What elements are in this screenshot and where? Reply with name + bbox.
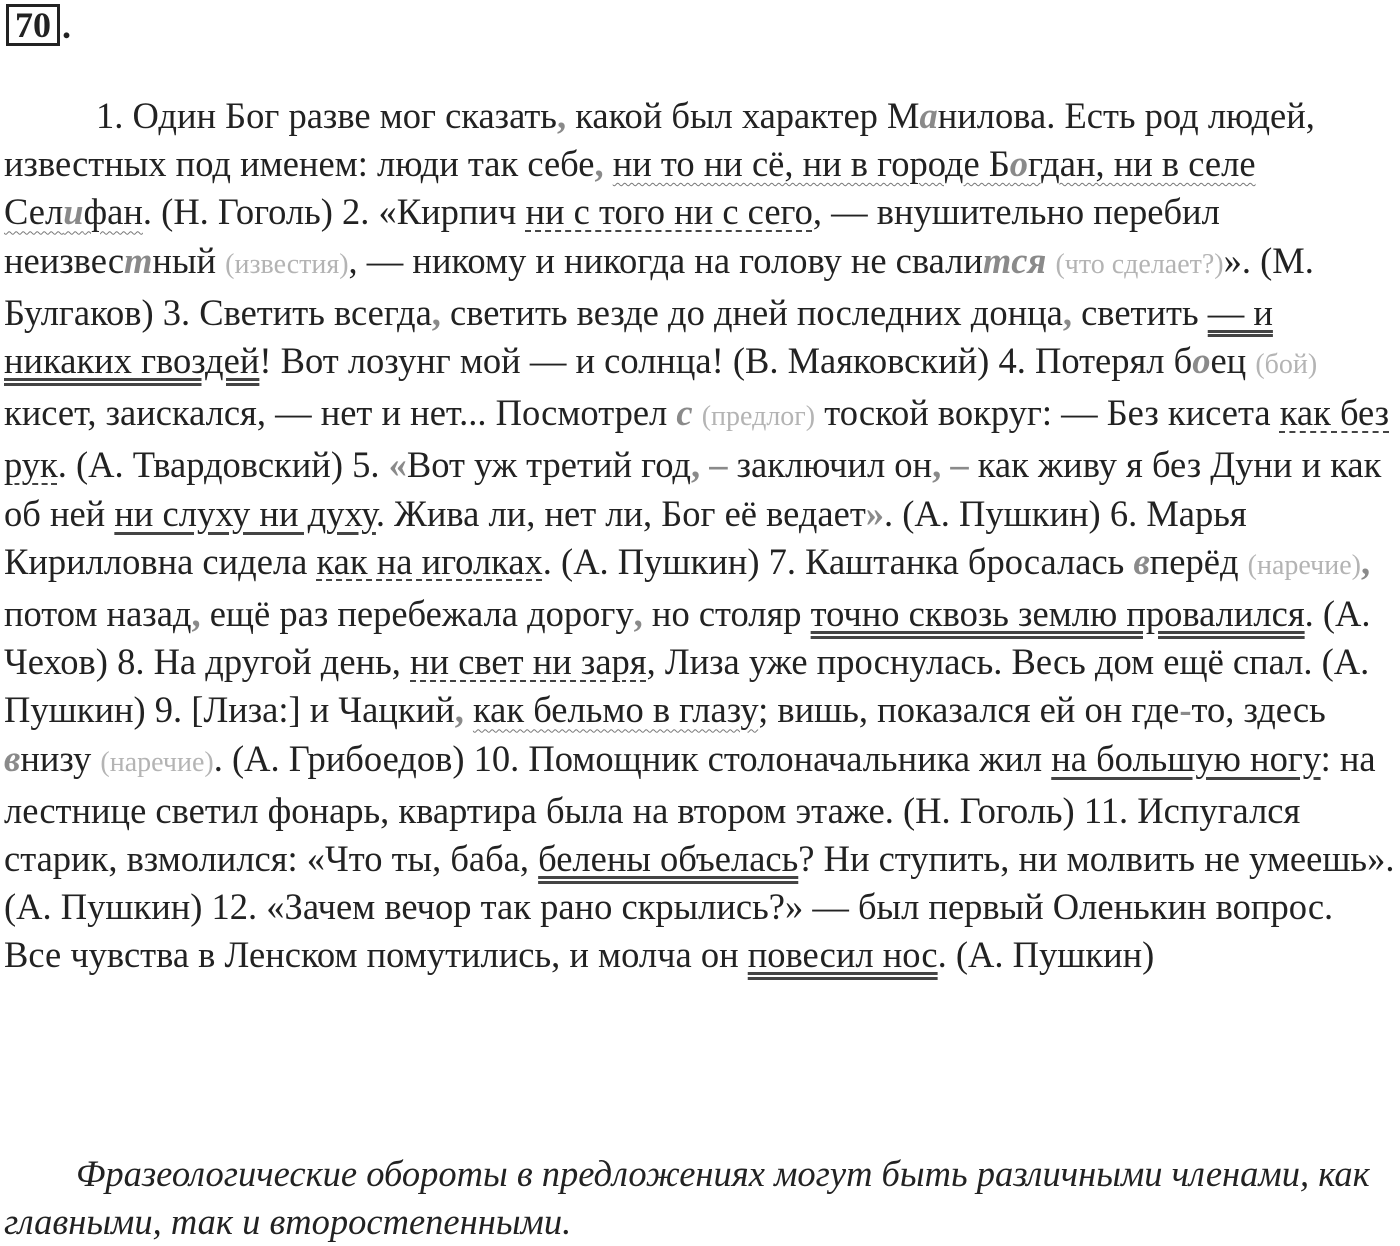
- idiom-adverbial: как без рук: [4, 392, 1390, 486]
- text-fragment: 1. Один Бог разве мог сказать: [96, 95, 557, 136]
- orthogram-letter: в: [4, 737, 21, 779]
- text-fragment: , — никому и никогда на голову не свали: [348, 239, 983, 281]
- orthogram-letter: в: [1133, 540, 1150, 582]
- text-fragment: : на лестнице светил фонарь, квартира была на втором этаже. (Н. Гоголь) 11. Испугался старик, взмолился: «Что ты, баба,: [4, 737, 1376, 880]
- idiom-attribute: ни то ни сё, ни в городе Богдан, ни в селе Селифан: [4, 143, 1256, 233]
- text-fragment: как живу я без Дуни и как об ней: [4, 444, 1382, 534]
- text-fragment: . (А. Пушкин) 6. Марья Кирилловна сидела: [4, 492, 1247, 582]
- punctuation-mark: ,: [633, 593, 643, 635]
- text-fragment: но столяр: [642, 593, 811, 635]
- text-fragment: , Лиза уже проснулась. Весь дом ещё спал. (А. Пушкин) 9. [Лиза:] и Чацкий: [4, 641, 1370, 731]
- exercise-number-dot: .: [62, 6, 71, 46]
- text-fragment: , — внушительно перебил неизвес: [4, 191, 1220, 281]
- idiom-predicate: ни слуху ни духу: [114, 492, 376, 534]
- orthogram-letter: т: [124, 239, 153, 281]
- hint-note: (что сделает?): [1055, 248, 1224, 280]
- text-fragment: то, здесь: [1191, 689, 1326, 731]
- orthogram-letter: и: [63, 191, 84, 233]
- text-fragment: . (А. Пушкин): [937, 934, 1155, 976]
- text-fragment: [464, 689, 473, 730]
- rule-note: [4, 1150, 1396, 1246]
- punctuation-mark: ,: [1062, 291, 1072, 333]
- punctuation-mark: ,: [1360, 540, 1371, 582]
- idiom-adverbial: ни свет ни заря: [410, 641, 647, 683]
- hint-note: (наречие): [1247, 549, 1361, 581]
- idiom-adverbial: как на иголках: [316, 540, 543, 582]
- punctuation-mark: ,: [191, 593, 201, 635]
- hint-note: (предлог): [701, 401, 816, 433]
- text-fragment: [604, 143, 613, 184]
- text-fragment: ? Ни ступить, ни молвить не умеешь». (А. Пушкин) 12. «Зачем вечор так рано скрылись?» — был первый Оленькин вопрос. Все чувства в Ленском помутились, и молча он: [4, 838, 1395, 976]
- hint-note: (бой): [1255, 349, 1318, 381]
- punctuation-mark: ,: [556, 95, 567, 136]
- text-fragment: . (Н. Гоголь) 2. «Кирпич: [142, 191, 526, 233]
- idiom-adverbial: на большую ногу: [1051, 737, 1321, 779]
- text-fragment: . (А. Пушкин) 7. Каштанка бросалась: [542, 540, 1134, 582]
- text-fragment: перёд: [1149, 540, 1248, 582]
- text-fragment: ». (М. Булгаков) 3. Светить всегда: [4, 239, 1314, 333]
- exercise-text: [4, 92, 1396, 980]
- orthogram-letter: тся: [982, 239, 1047, 281]
- hint-note: (наречие): [100, 746, 214, 778]
- idiom-predicate: повесил нос: [747, 934, 938, 976]
- text-fragment: заключил он: [727, 444, 933, 486]
- punctuation-mark: ,: [431, 291, 441, 333]
- punctuation-mark: ,: [454, 689, 464, 731]
- orthogram-letter: о: [1009, 143, 1029, 185]
- text-fragment: светить: [1071, 291, 1208, 333]
- idiom-adverbial: ни с того ни с сего: [525, 191, 813, 233]
- hint-note: (известия): [225, 248, 349, 280]
- punctuation-mark: ,: [594, 143, 604, 185]
- text-fragment: низу: [20, 737, 101, 779]
- text-fragment: потом назад: [4, 593, 192, 635]
- punctuation-mark: , –: [690, 444, 728, 486]
- orthogram-letter: о: [1192, 340, 1211, 382]
- text-fragment: ; вишь, показался ей он где: [758, 689, 1180, 731]
- punctuation-mark: -: [1179, 689, 1192, 731]
- text-fragment: ный: [152, 239, 226, 281]
- text-fragment: какой был характер М: [566, 95, 920, 136]
- idiom-predicate: — и никаких гвоздей: [4, 291, 1273, 382]
- text-fragment: ец: [1210, 340, 1256, 382]
- punctuation-mark: «: [388, 444, 407, 486]
- text-fragment: нилова. Есть род людей, известных под именем: люди так себе: [4, 95, 1315, 185]
- text-fragment: тоской вокруг: — Без кисета: [815, 392, 1280, 434]
- text-fragment: . (А. Грибоедов) 10. Помощник столоначальника жил: [213, 737, 1052, 779]
- orthogram-letter: с: [676, 392, 693, 434]
- exercise-number: 70: [6, 4, 60, 46]
- rule-text: Фразеологические обороты в предложениях могут быть различными членами, как главными, так и второстепенными.: [4, 1153, 1370, 1243]
- text-fragment: . Жива ли, нет ли, Бог её ведает: [375, 492, 866, 534]
- orthogram-letter: а: [919, 95, 938, 136]
- text-fragment: ! Вот лозунг мой — и солнца! (В. Маяковский) 4. Потерял б: [259, 340, 1193, 382]
- text-fragment: . (А. Твардовский) 5.: [57, 444, 389, 486]
- text-fragment: [693, 392, 702, 433]
- idiom-predicate: точно сквозь землю провалился: [810, 593, 1305, 635]
- text-fragment: кисет, заискался, — нет и нет... Посмотрел: [4, 392, 677, 434]
- text-fragment: ещё раз перебежала дорогу: [200, 593, 634, 635]
- punctuation-mark: , –: [932, 444, 969, 486]
- idiom-attribute: как бельмо в глазу: [472, 689, 759, 731]
- idiom-predicate: белены объелась: [538, 838, 799, 880]
- punctuation-mark: »: [865, 492, 885, 534]
- text-fragment: светить везде до дней последних донца: [440, 291, 1063, 333]
- text-fragment: Вот уж третий год: [406, 444, 691, 486]
- text-fragment: . (А. Чехов) 8. На другой день,: [4, 593, 1371, 683]
